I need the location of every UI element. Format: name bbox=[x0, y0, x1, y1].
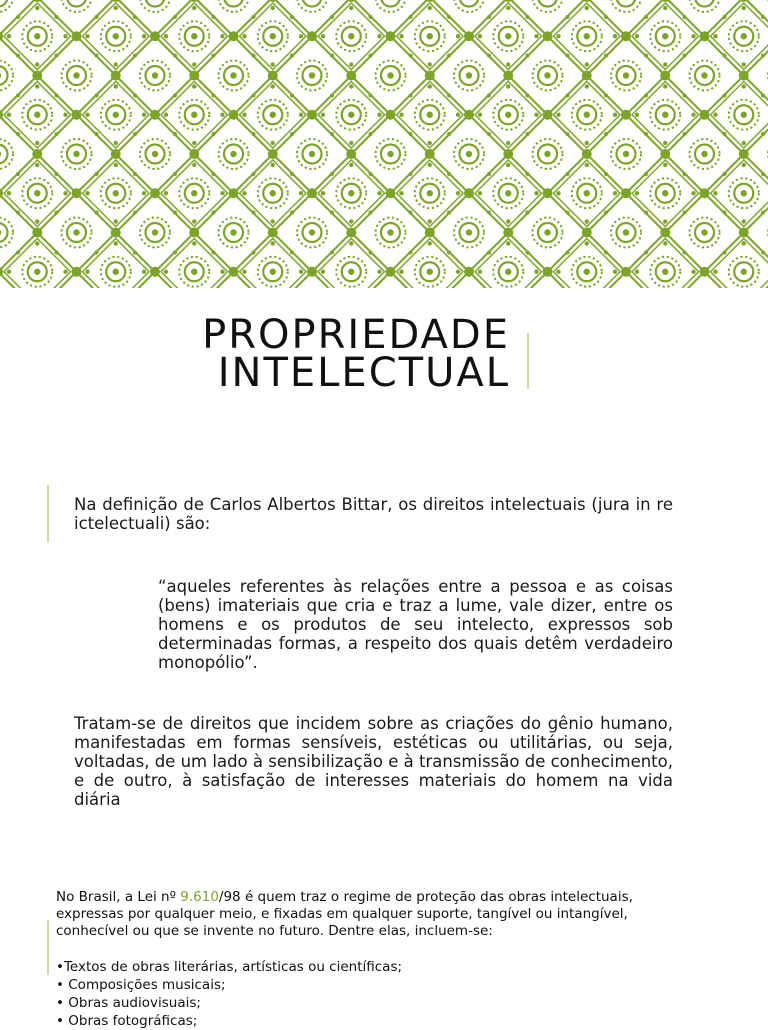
title-accent-bar bbox=[527, 333, 529, 389]
law-number: 9.610 bbox=[180, 889, 219, 905]
law-paragraph bbox=[56, 889, 696, 940]
body-accent-bar bbox=[47, 485, 49, 542]
title-line-1: PROPRIEDADE bbox=[202, 312, 510, 358]
protected-works-list bbox=[56, 958, 402, 1030]
decorative-pattern-banner bbox=[0, 0, 768, 288]
explanation-paragraph: Tratam-se de direitos que incidem sobre as criações do gênio humano, manifestadas em formas sensíveis, estéticas ou utilitárias, ou seja, voltadas, de um lado à sensibilização e à transmissão de conhecimento, e de outro, à satisfação de interesses materiais do homem na vida diária bbox=[74, 714, 673, 809]
list-item: • Composições musicais; bbox=[56, 977, 226, 993]
list-item: • Obras audiovisuais; bbox=[56, 995, 201, 1011]
law-accent-bar bbox=[47, 920, 49, 975]
law-text-before: No Brasil, a Lei nº bbox=[56, 889, 181, 905]
definition-paragraph: Na definição de Carlos Albertos Bittar, os direitos intelectuais (jura in re ictelectuali) são: bbox=[74, 495, 673, 533]
law-text-after: /98 é quem traz o regime de proteção das obras intelectuais, expressas por qualquer meio, e fixadas em qualquer suporte, tangível ou intangível, conhecível ou que se invente no futuro. Dentre elas, incluem-se: bbox=[56, 889, 633, 939]
bittar-quote: “aqueles referentes às relações entre a pessoa e as coisas (bens) imateriais que cria e traz a lume, vale dizer, entre os homens e os produtos de seu intelecto, expressos sob determinadas formas, a respeito dos quais detêm verdadeiro monopólio”. bbox=[158, 577, 673, 672]
title-line-2: INTELECTUAL bbox=[217, 350, 510, 396]
slide-title bbox=[150, 312, 510, 396]
list-item: • Obras fotográficas; bbox=[56, 1013, 198, 1029]
list-item: •Textos de obras literárias, artísticas ou científicas; bbox=[56, 959, 403, 975]
